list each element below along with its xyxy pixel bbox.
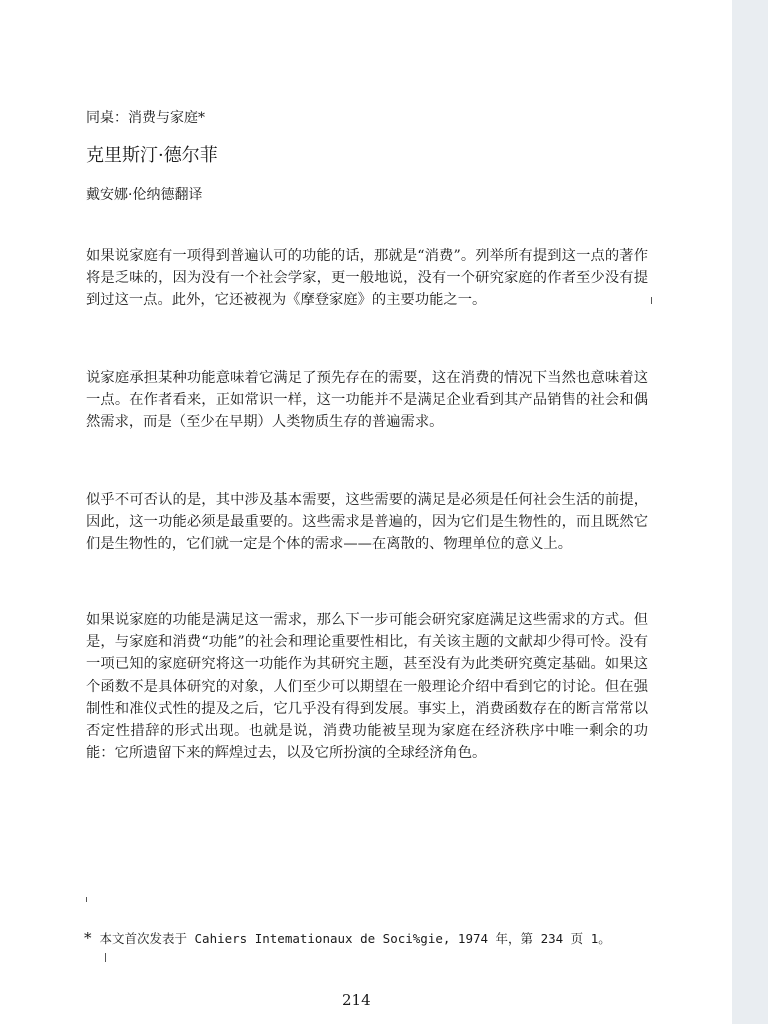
scan-speck xyxy=(105,953,106,962)
footnote-text: 本文首次发表于 Cahiers Intemationaux de Soci%gie, 1974 年，第 234 页 1。 xyxy=(99,931,611,946)
footnote-marker: * xyxy=(84,929,92,947)
page-number: 214 xyxy=(342,991,371,1009)
footnote xyxy=(84,928,611,950)
paragraph-1: 如果说家庭有一项得到普遍认可的功能的话，那就是“消费”。列举所有提到这一点的著作将是乏味的，因为没有一个社会学家，更一般地说，没有一个研究家庭的作者至少没有提到过这一点。此外，它还被视为《摩登家庭》的主要功能之一。 xyxy=(86,248,648,309)
scan-speck xyxy=(86,897,87,902)
paragraph-3: 似乎不可否认的是，其中涉及基本需要，这些需要的满足是必须是任何社会生活的前提，因此，这一功能必须是最重要的。这些需求是普遍的，因为它们是生物性的，而且既然它们是生物性的，它们就一定是个体的需求——在离散的、物理单位的意义上。 xyxy=(86,492,648,553)
translator-credit: 戴安娜·伦纳德翻译 xyxy=(86,187,203,203)
scan-speck xyxy=(651,297,652,304)
chapter-header: 同桌：消费与家庭* xyxy=(86,110,205,126)
viewer-side-strip xyxy=(732,0,768,1024)
author-name: 克里斯汀·德尔菲 xyxy=(86,145,218,166)
paragraph-2: 说家庭承担某种功能意味着它满足了预先存在的需要，这在消费的情况下当然也意味着这一点。在作者看来，正如常识一样，这一功能并不是满足企业看到其产品销售的社会和偶然需求，而是（至少在早期）人类物质生存的普遍需求。 xyxy=(86,370,648,431)
paragraph-4: 如果说家庭的功能是满足这一需求，那么下一步可能会研究家庭满足这些需求的方式。但是，与家庭和消费“功能”的社会和理论重要性相比，有关该主题的文献却少得可怜。没有一项已知的家庭研究将这一功能作为其研究主题，甚至没有为此类研究奠定基础。如果这个函数不是具体研究的对象，人们至少可以期望在一般理论介绍中看到它的讨论。但在强制性和准仪式性的提及之后，它几乎没有得到发展。事实上，消费函数存在的断言常常以否定性措辞的形式出现。也就是说，消费功能被呈现为家庭在经济秩序中唯一剩余的功能：它所遗留下来的辉煌过去，以及它所扮演的全球经济角色。 xyxy=(86,612,648,762)
